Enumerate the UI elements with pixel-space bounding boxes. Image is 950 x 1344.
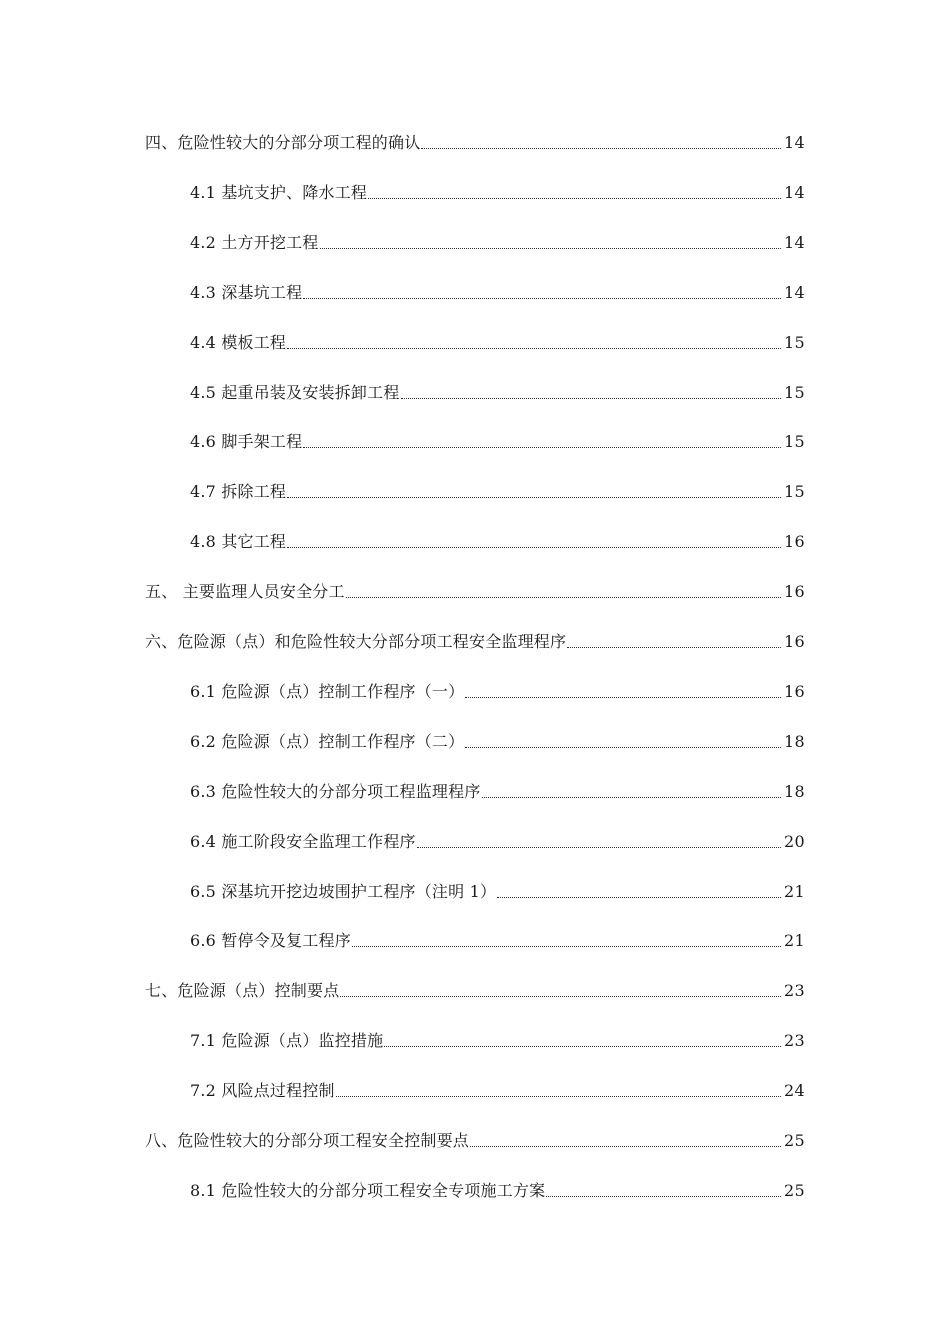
toc-entry-title: 4.6 脚手架工程 bbox=[190, 432, 303, 452]
toc-entry-page-number: 21 bbox=[784, 931, 805, 951]
toc-entry-title: 8.1 危险性较大的分部分项工程安全专项施工方案 bbox=[190, 1180, 546, 1200]
toc-entry-page-number: 23 bbox=[784, 981, 805, 1001]
toc-entry-page-number: 18 bbox=[784, 731, 805, 751]
toc-entry-title: 4.8 其它工程 bbox=[190, 532, 287, 552]
toc-entry-page-number: 15 bbox=[784, 482, 805, 502]
toc-entry[interactable] bbox=[190, 776, 805, 802]
toc-entry-title: 6.5 深基坑开挖边坡围护工程序（注明 1） bbox=[190, 881, 497, 901]
toc-entry-page-number: 21 bbox=[784, 881, 805, 901]
toc-dot-leader bbox=[336, 1096, 781, 1097]
toc-entry-title: 4.2 土方开挖工程 bbox=[190, 232, 319, 252]
toc-entry-title: 4.1 基坑支护、降水工程 bbox=[190, 182, 368, 202]
toc-entry[interactable] bbox=[190, 426, 805, 452]
toc-entry[interactable] bbox=[190, 1175, 805, 1201]
toc-entry[interactable] bbox=[190, 177, 805, 203]
toc-entry-title: 7.2 风险点过程控制 bbox=[190, 1081, 335, 1101]
toc-dot-leader bbox=[417, 847, 781, 848]
toc-dot-leader bbox=[567, 647, 781, 648]
toc-entry-page-number: 14 bbox=[784, 282, 805, 302]
toc-entry-page-number: 16 bbox=[784, 681, 805, 701]
toc-entry-page-number: 16 bbox=[784, 582, 805, 602]
toc-entry[interactable] bbox=[190, 327, 805, 353]
toc-entry[interactable] bbox=[190, 1025, 805, 1051]
toc-entry-page-number: 15 bbox=[784, 332, 805, 352]
toc-entry[interactable] bbox=[190, 277, 805, 303]
toc-dot-leader bbox=[401, 398, 781, 399]
toc-entry[interactable] bbox=[190, 227, 805, 253]
toc-entry-page-number: 25 bbox=[784, 1131, 805, 1150]
toc-dot-leader bbox=[303, 447, 781, 448]
toc-entry[interactable] bbox=[190, 726, 805, 752]
toc-dot-leader bbox=[320, 248, 781, 249]
toc-entry-title: 四、危险性较大的分部分项工程的确认 bbox=[145, 133, 421, 152]
toc-dot-leader bbox=[470, 1146, 781, 1147]
toc-entry-title: 6.2 危险源（点）控制工作程序（二） bbox=[190, 731, 465, 751]
toc-dot-leader bbox=[421, 148, 781, 149]
toc-entry[interactable] bbox=[190, 826, 805, 852]
toc-entry[interactable] bbox=[145, 576, 805, 602]
toc-entry-title: 6.3 危险性较大的分部分项工程监理程序 bbox=[190, 781, 481, 801]
toc-entry[interactable] bbox=[190, 526, 805, 552]
toc-dot-leader bbox=[368, 198, 781, 199]
toc-dot-leader bbox=[465, 697, 781, 698]
toc-entry[interactable] bbox=[145, 626, 805, 652]
toc-dot-leader bbox=[287, 497, 781, 498]
toc-entry[interactable] bbox=[190, 1075, 805, 1101]
toc-entry-page-number: 23 bbox=[784, 1031, 805, 1051]
toc-entry-title: 4.4 模板工程 bbox=[190, 332, 287, 352]
toc-dot-leader bbox=[465, 747, 781, 748]
toc-entry-page-number: 14 bbox=[784, 133, 805, 152]
toc-dot-leader bbox=[303, 298, 781, 299]
toc-entry[interactable] bbox=[145, 1125, 805, 1151]
toc-entry-page-number: 24 bbox=[784, 1081, 805, 1101]
toc-dot-leader bbox=[340, 996, 781, 997]
toc-dot-leader bbox=[497, 897, 781, 898]
toc-entry-page-number: 15 bbox=[784, 432, 805, 452]
toc-dot-leader bbox=[287, 348, 781, 349]
toc-entry-page-number: 16 bbox=[784, 632, 805, 651]
toc-dot-leader bbox=[287, 547, 781, 548]
toc-entry[interactable] bbox=[190, 476, 805, 502]
toc-entry-title: 七、危险源（点）控制要点 bbox=[145, 981, 340, 1001]
toc-entry-title: 4.5 起重吊装及安装拆卸工程 bbox=[190, 382, 400, 402]
toc-entry-title: 6.4 施工阶段安全监理工作程序 bbox=[190, 831, 416, 851]
toc-entry-title: 4.7 拆除工程 bbox=[190, 482, 287, 502]
toc-entry-title: 五、 主要监理人员安全分工 bbox=[145, 582, 345, 602]
toc-entry-page-number: 14 bbox=[784, 182, 805, 202]
toc-entry-page-number: 20 bbox=[784, 831, 805, 851]
toc-dot-leader bbox=[384, 1046, 781, 1047]
toc-entry-title: 6.6 暂停令及复工程序 bbox=[190, 931, 351, 951]
toc-dot-leader bbox=[352, 946, 781, 947]
toc-entry-title: 7.1 危险源（点）监控措施 bbox=[190, 1031, 384, 1051]
toc-entry-page-number: 18 bbox=[784, 781, 805, 801]
toc-entry-page-number: 25 bbox=[784, 1180, 805, 1200]
toc-dot-leader bbox=[346, 597, 781, 598]
toc-entry-title: 八、危险性较大的分部分项工程安全控制要点 bbox=[145, 1131, 470, 1150]
toc-entry-title: 6.1 危险源（点）控制工作程序（一） bbox=[190, 681, 465, 701]
toc-entry-page-number: 15 bbox=[784, 382, 805, 402]
toc-entry[interactable] bbox=[190, 876, 805, 902]
toc-dot-leader bbox=[482, 797, 781, 798]
toc-entry-title: 六、危险源（点）和危险性较大分部分项工程安全监理程序 bbox=[145, 632, 567, 651]
toc-entry-page-number: 14 bbox=[784, 232, 805, 252]
toc-entry[interactable] bbox=[145, 127, 805, 153]
toc-entry[interactable] bbox=[190, 676, 805, 702]
toc-entry-title: 4.3 深基坑工程 bbox=[190, 282, 303, 302]
toc-entry[interactable] bbox=[190, 925, 805, 951]
toc-entry[interactable] bbox=[145, 975, 805, 1001]
toc-entry[interactable] bbox=[190, 377, 805, 403]
toc-dot-leader bbox=[546, 1196, 781, 1197]
toc-entry-page-number: 16 bbox=[784, 532, 805, 552]
